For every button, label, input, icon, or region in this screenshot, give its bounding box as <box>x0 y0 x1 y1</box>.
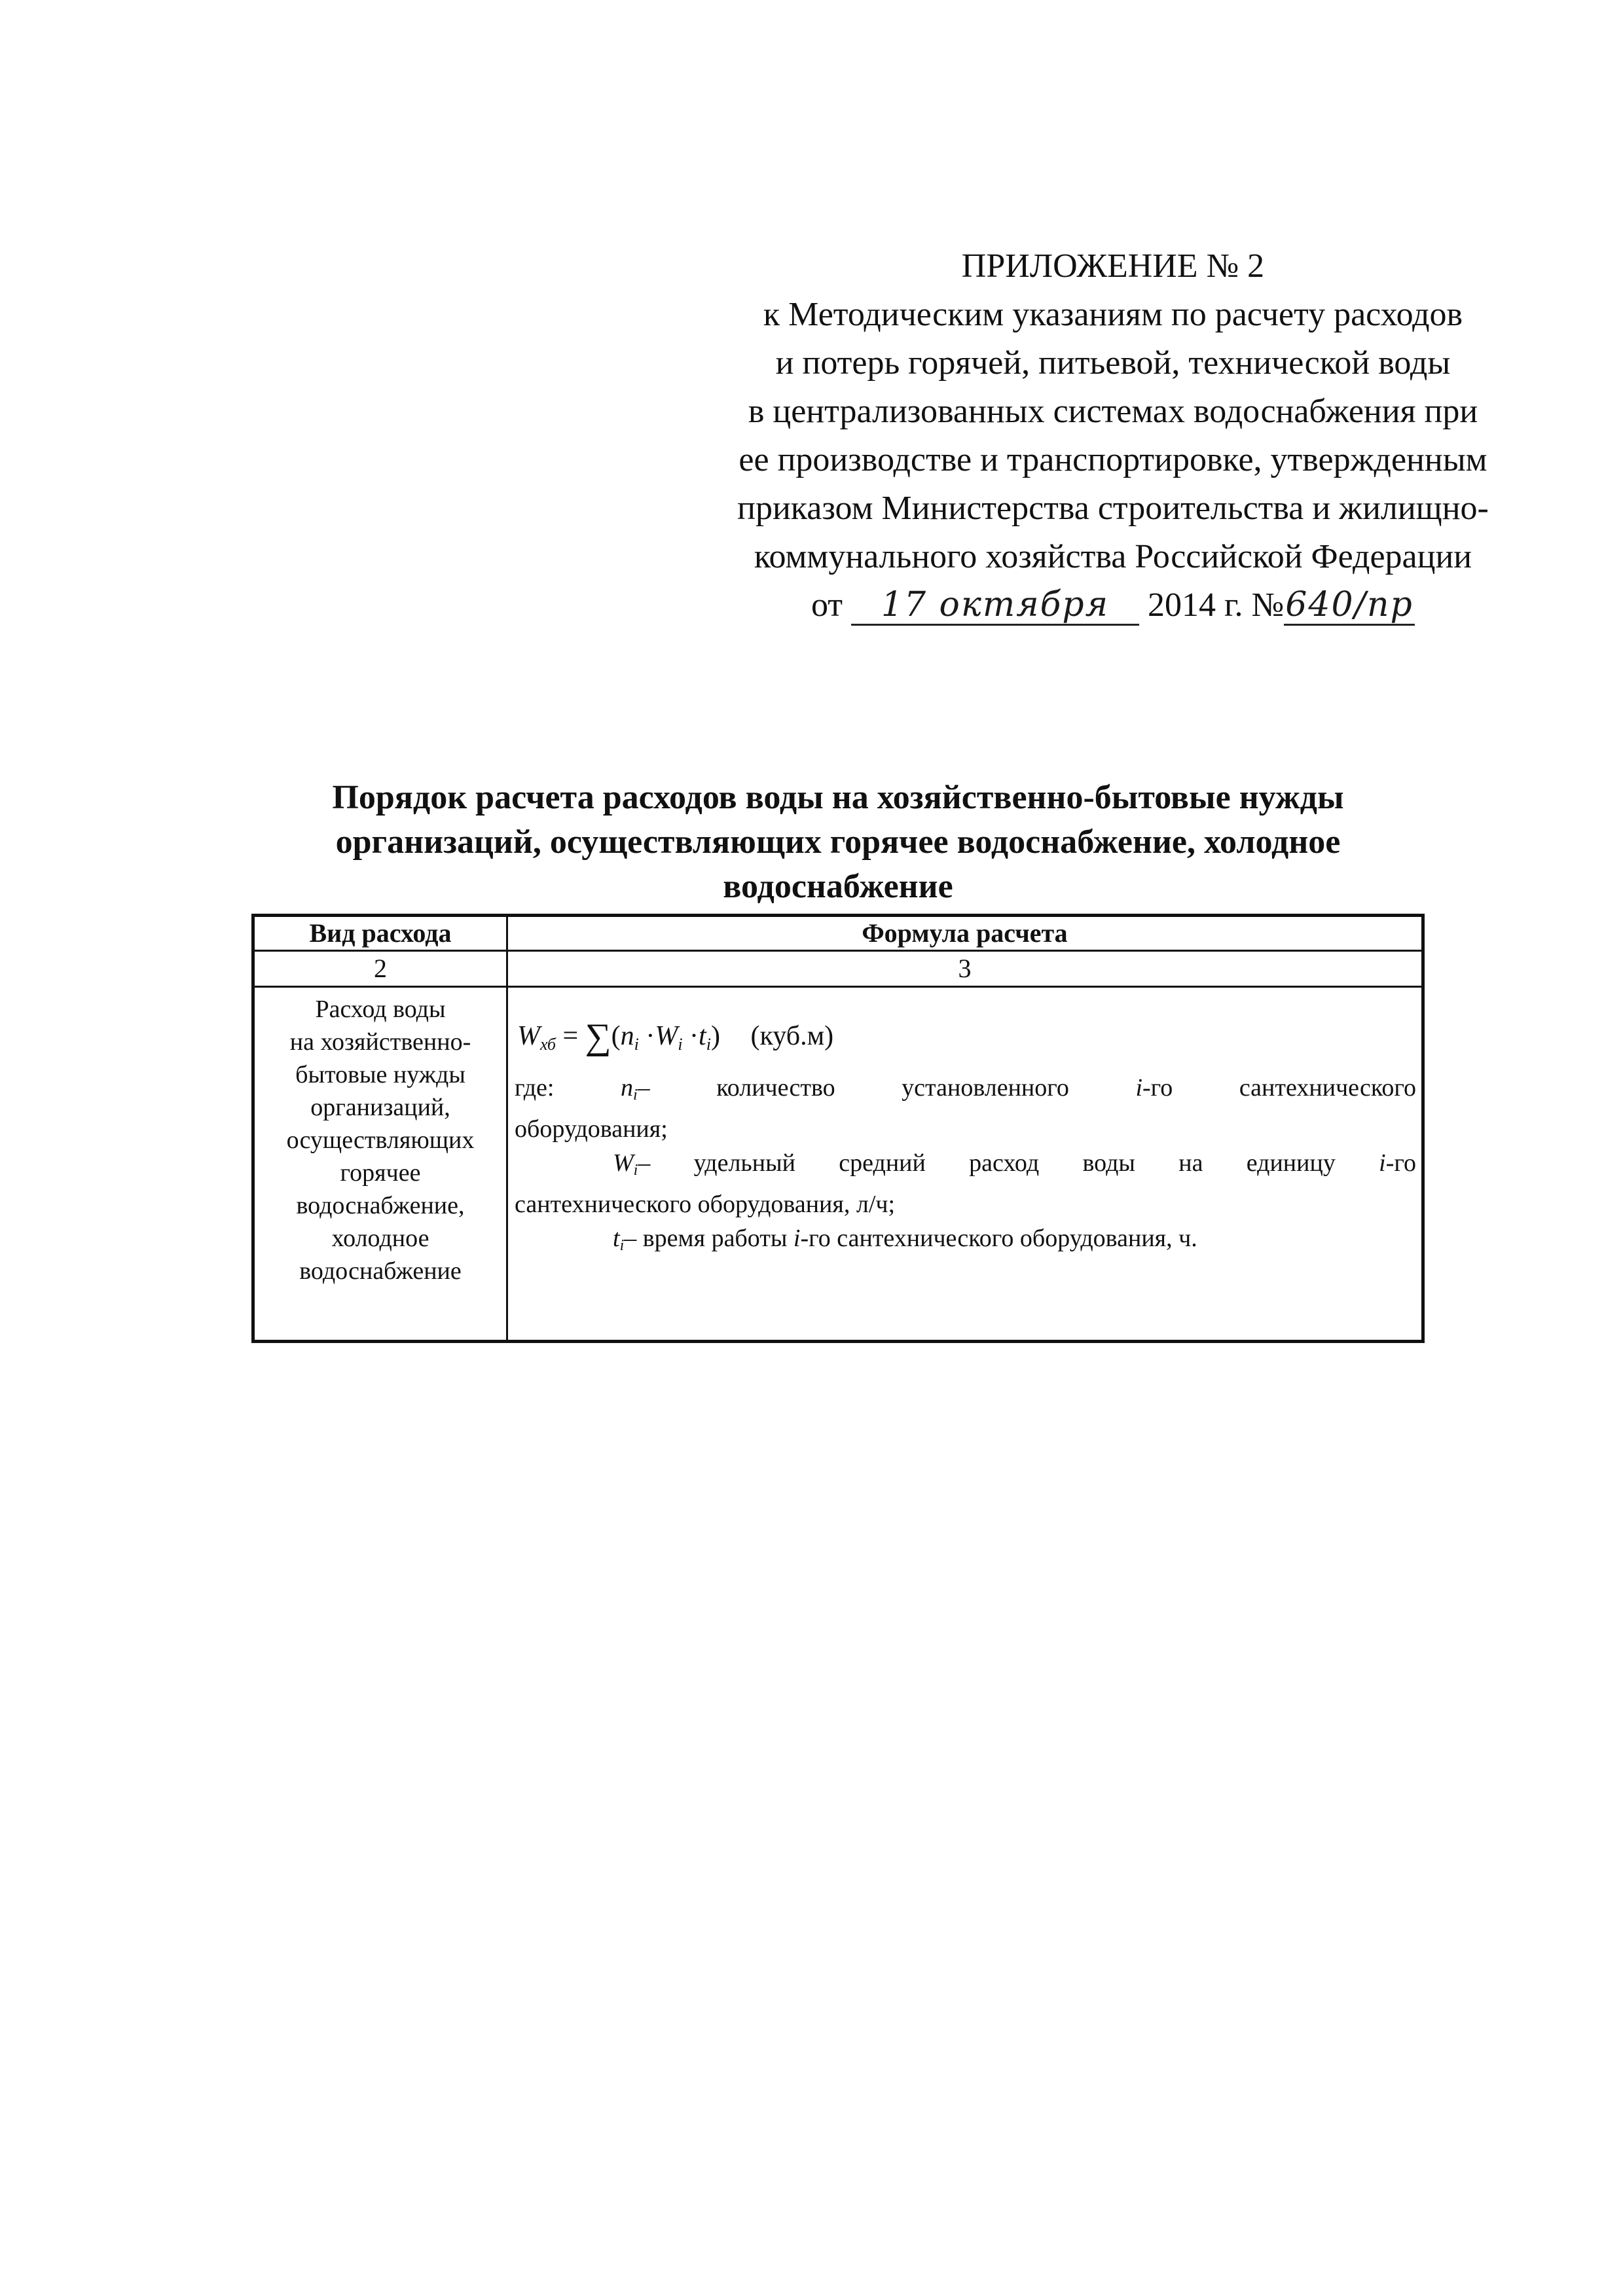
kind-line: горячее <box>340 1159 421 1187</box>
appendix-title: ПРИЛОЖЕНИЕ № 2 <box>961 247 1265 285</box>
formula-lhs-sub: хб <box>540 1035 556 1054</box>
formula-sub-i: i <box>706 1035 711 1054</box>
formula-sub-i: i <box>634 1035 639 1054</box>
formula-cell <box>507 987 1423 1342</box>
order-number-field <box>1284 586 1415 626</box>
kind-line: Расход воды <box>315 996 446 1023</box>
kind-line: водоснабжение, <box>296 1192 465 1219</box>
definition-w-cont: сантехнического оборудования, л/ч; <box>515 1191 896 1218</box>
definition-n-cont: оборудования; <box>515 1115 668 1143</box>
formula-paren: ( <box>611 1021 621 1051</box>
kind-line: водоснабжение <box>299 1257 462 1285</box>
definition-w <box>515 1146 1416 1187</box>
def-w-desc: – удельный средний расход воды на единицу <box>638 1149 1336 1177</box>
kind-line: бытовые нужды <box>295 1061 465 1088</box>
kind-line: холодное <box>331 1225 429 1252</box>
formula-eq: = <box>562 1021 579 1051</box>
heading-line: Порядок расчета расходов воды на хозяйственно-бытовые нужды <box>332 779 1344 816</box>
formula-unit: (куб.м) <box>750 1021 834 1051</box>
appendix-line: и потерь горячей, питьевой, технической воды <box>775 344 1451 382</box>
header-kind: Вид расхода <box>253 916 507 951</box>
year-text: 2014 г. № <box>1147 586 1285 624</box>
definition-n <box>515 1071 1416 1112</box>
table-row <box>253 987 1423 1342</box>
header-formula: Формула расчета <box>507 916 1423 951</box>
def-t-desc: – время работы <box>624 1225 788 1252</box>
table-header-row <box>253 916 1423 951</box>
formula <box>517 1016 1416 1062</box>
def-t-var: t <box>613 1225 620 1252</box>
kind-line: осуществляющих <box>286 1126 475 1154</box>
kind-cell <box>253 987 507 1342</box>
formula-w: W <box>655 1021 678 1051</box>
def-sub-i: i <box>619 1237 625 1254</box>
kind-line: на хозяйственно- <box>289 1028 471 1056</box>
formula-lhs: W <box>517 1021 540 1051</box>
date-prefix: от <box>811 586 843 624</box>
def-sub-i: i <box>633 1086 638 1103</box>
definition-t <box>515 1221 1416 1263</box>
def-i: i <box>1135 1074 1143 1102</box>
heading-line: водоснабжение <box>723 868 953 905</box>
date-field <box>851 586 1139 626</box>
def-sub-i: i <box>633 1162 638 1179</box>
appendix-line: к Методическим указаниям по расчету расходов <box>763 296 1463 333</box>
def-n-var: n <box>621 1074 633 1102</box>
formula-n: n <box>620 1021 634 1051</box>
formula-sub-i: i <box>678 1035 683 1054</box>
column-number: 2 <box>253 951 507 987</box>
section-heading <box>249 776 1427 909</box>
column-number-row <box>253 951 1423 987</box>
where-label: где: <box>515 1074 555 1102</box>
handwritten-date: 17 октября <box>881 585 1110 624</box>
def-w-var: W <box>613 1149 634 1177</box>
appendix-line: в централизованных системах водоснабжения при <box>748 393 1478 430</box>
appendix-line: коммунального хозяйства Российской Федерации <box>754 538 1472 575</box>
calculation-table <box>251 914 1425 1343</box>
appendix-line: приказом Министерства строительства и жилищно- <box>737 490 1489 527</box>
def-i: i <box>793 1225 801 1252</box>
appendix-line: ее производстве и транспортировке, утвержденным <box>739 441 1487 478</box>
def-i: i <box>1379 1149 1386 1177</box>
def-n-desc-tail: -го сантехнического <box>1142 1074 1416 1102</box>
order-date-line <box>681 581 1545 630</box>
formula-dot: · <box>646 1021 655 1051</box>
def-w-desc-tail: -го <box>1385 1149 1417 1177</box>
kind-line: организаций, <box>310 1094 450 1121</box>
handwritten-number: 640/пр <box>1285 585 1413 624</box>
formula-t: t <box>699 1021 706 1051</box>
def-n-desc: – количество установленного <box>637 1074 1069 1102</box>
def-t-desc-tail: -го сантехнического оборудования, ч. <box>800 1225 1197 1252</box>
appendix-block <box>681 242 1545 630</box>
heading-line: организаций, осуществляющих горячее водоснабжение, холодное <box>335 823 1341 861</box>
formula-paren: ) <box>710 1021 720 1051</box>
column-number: 3 <box>507 951 1423 987</box>
sigma-symbol: ∑ <box>585 1016 611 1057</box>
formula-dot: · <box>689 1021 699 1051</box>
